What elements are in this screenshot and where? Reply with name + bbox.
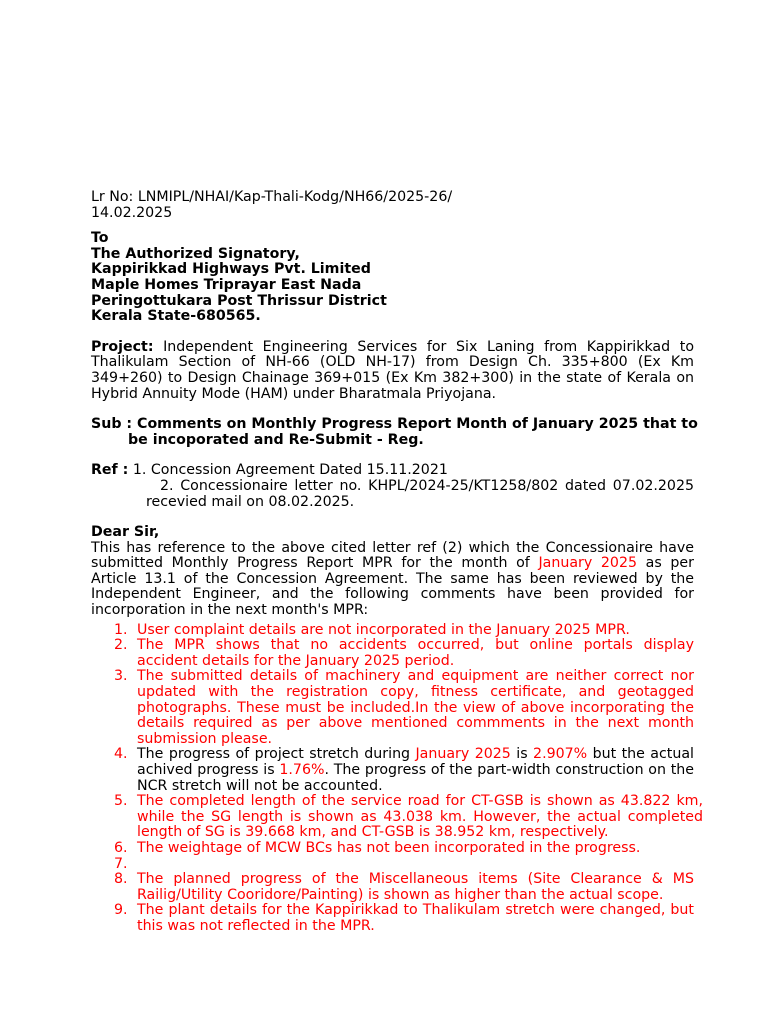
comment-number: 8.: [114, 871, 128, 888]
intro-text-continued: as per Article 13.1 of the Concession Agreement. The same has been reviewed by the Independent Engineer, and the following comments have been provided for incorporation in the next month's MPR:: [91, 555, 694, 619]
comment-item: [91, 669, 694, 747]
subject-line-1: Sub : Comments on Monthly Progress Report Month of January 2025 that to: [91, 416, 698, 433]
comment-number: 7.: [114, 855, 128, 872]
comment-text: The planned progress of the Miscellaneous items (Site Clearance & MS Railig/Utility Cooridore/Painting) is shown as higher than the actual scope.: [137, 871, 694, 903]
comment-text: The completed length of the service road for CT-GSB is shown as 43.822 km, while the SG length is shown as 43.038 km. However, the actual completed length of SG is 39.668 km, and CT-GSB is 38.952 km, respectively.: [137, 793, 703, 841]
comment-text: The weightage of MCW BCs has not been incorporated in the progress.: [137, 839, 641, 856]
comment-number: 1.: [114, 621, 128, 638]
comment-item: [91, 857, 694, 873]
comment-planned-progress: 2.907%: [533, 746, 588, 763]
comment-text: [137, 856, 142, 872]
comment-text: The submitted details of machinery and equipment are neither correct nor updated with the registration copy, fitness certificate, and geotagged photographs. These must be included.In the view of above incorporating the details required as per above mentioned commments in the next month submission please.: [137, 668, 694, 747]
comment-actual-progress: 1.76%: [279, 762, 325, 778]
comment-item: [91, 623, 694, 639]
reference-item-2-continued: recevied mail on 08.02.2025.: [146, 493, 355, 510]
addressee-line: Maple Homes Triprayar East Nada: [91, 276, 362, 293]
comment-number: 6.: [114, 839, 128, 856]
letter-date: 14.02.2025: [91, 204, 173, 221]
reference-item-1: 1. Concession Agreement Dated 15.11.2021: [132, 462, 448, 479]
comment-text: but the actual achived progress is: [137, 746, 694, 778]
comment-item: [91, 841, 694, 857]
reference-label: Ref :: [91, 462, 129, 479]
comment-item: [91, 747, 694, 794]
addressee-line: Peringottukara Post Thrissur District: [91, 292, 387, 309]
letter-ref-number: Lr No: LNMIPL/NHAI/Kap-Thali-Kodg/NH66/2025-26/: [91, 189, 453, 205]
comment-text: is: [510, 746, 534, 763]
addressee-line: Kappirikkad Highways Pvt. Limited: [91, 261, 371, 278]
project-label: Project:: [91, 338, 154, 355]
project-text: Independent Engineering Services for Six Laning from Kappirikkad to Thalikulam Section of NH-66 (OLD NH-17) from Design Ch. 335+800 (Ex Km 349+260) to Design Chainage 369+015 (Ex Km 382+300) in the state of Kerala on Hybrid Annuity Mode (HAM) under Bharatmala Priyojana.: [91, 338, 694, 402]
comment-item: [91, 903, 694, 934]
comment-month: January 2025: [415, 746, 511, 763]
salutation: Dear Sir,: [91, 524, 160, 541]
comment-number: 9.: [114, 902, 128, 919]
comment-item: [91, 872, 694, 903]
intro-paragraph: [91, 541, 694, 619]
project-paragraph: [91, 340, 694, 402]
comments-list: [91, 621, 703, 935]
addressee-to: To: [91, 230, 109, 247]
comment-text: The MPR shows that no accidents occurred, but online portals display accident details for the January 2025 period.: [137, 637, 694, 669]
intro-month: January 2025: [538, 555, 638, 572]
comment-text: The progress of project stretch during: [137, 746, 416, 763]
letter-page: [91, 189, 703, 935]
comment-number: 2.: [114, 637, 128, 654]
reference-item-2: 2. Concessionaire letter no. KHPL/2024-25/KT1258/802 dated 07.02.2025: [160, 477, 694, 494]
subject-line-2: be incoporated and Re-Submit - Reg.: [128, 431, 424, 448]
comment-item: [91, 794, 703, 841]
comment-text: The plant details for the Kappirikkad to Thalikulam stretch were changed, but this was not reflected in the MPR.: [137, 902, 694, 934]
subject-block: [91, 417, 703, 448]
comment-number: 3.: [114, 668, 128, 685]
intro-text: This has reference to the above cited letter ref (2) which the Concessionaire have submitted Monthly Progress Report MPR for the month of: [91, 539, 694, 572]
comment-number: 5.: [114, 793, 128, 810]
comment-text: User complaint details are not incorporated in the January 2025 MPR.: [137, 621, 630, 638]
comment-item: [91, 638, 694, 669]
addressee-line: The Authorized Signatory,: [91, 245, 300, 262]
comment-number: 4.: [114, 746, 128, 763]
comment-text: . The progress of the part-width construction on the NCR stretch will not be accounted.: [137, 762, 694, 794]
addressee-block: [91, 231, 694, 325]
addressee-line: Kerala State-680565.: [91, 308, 261, 325]
reference-block: [91, 463, 694, 510]
